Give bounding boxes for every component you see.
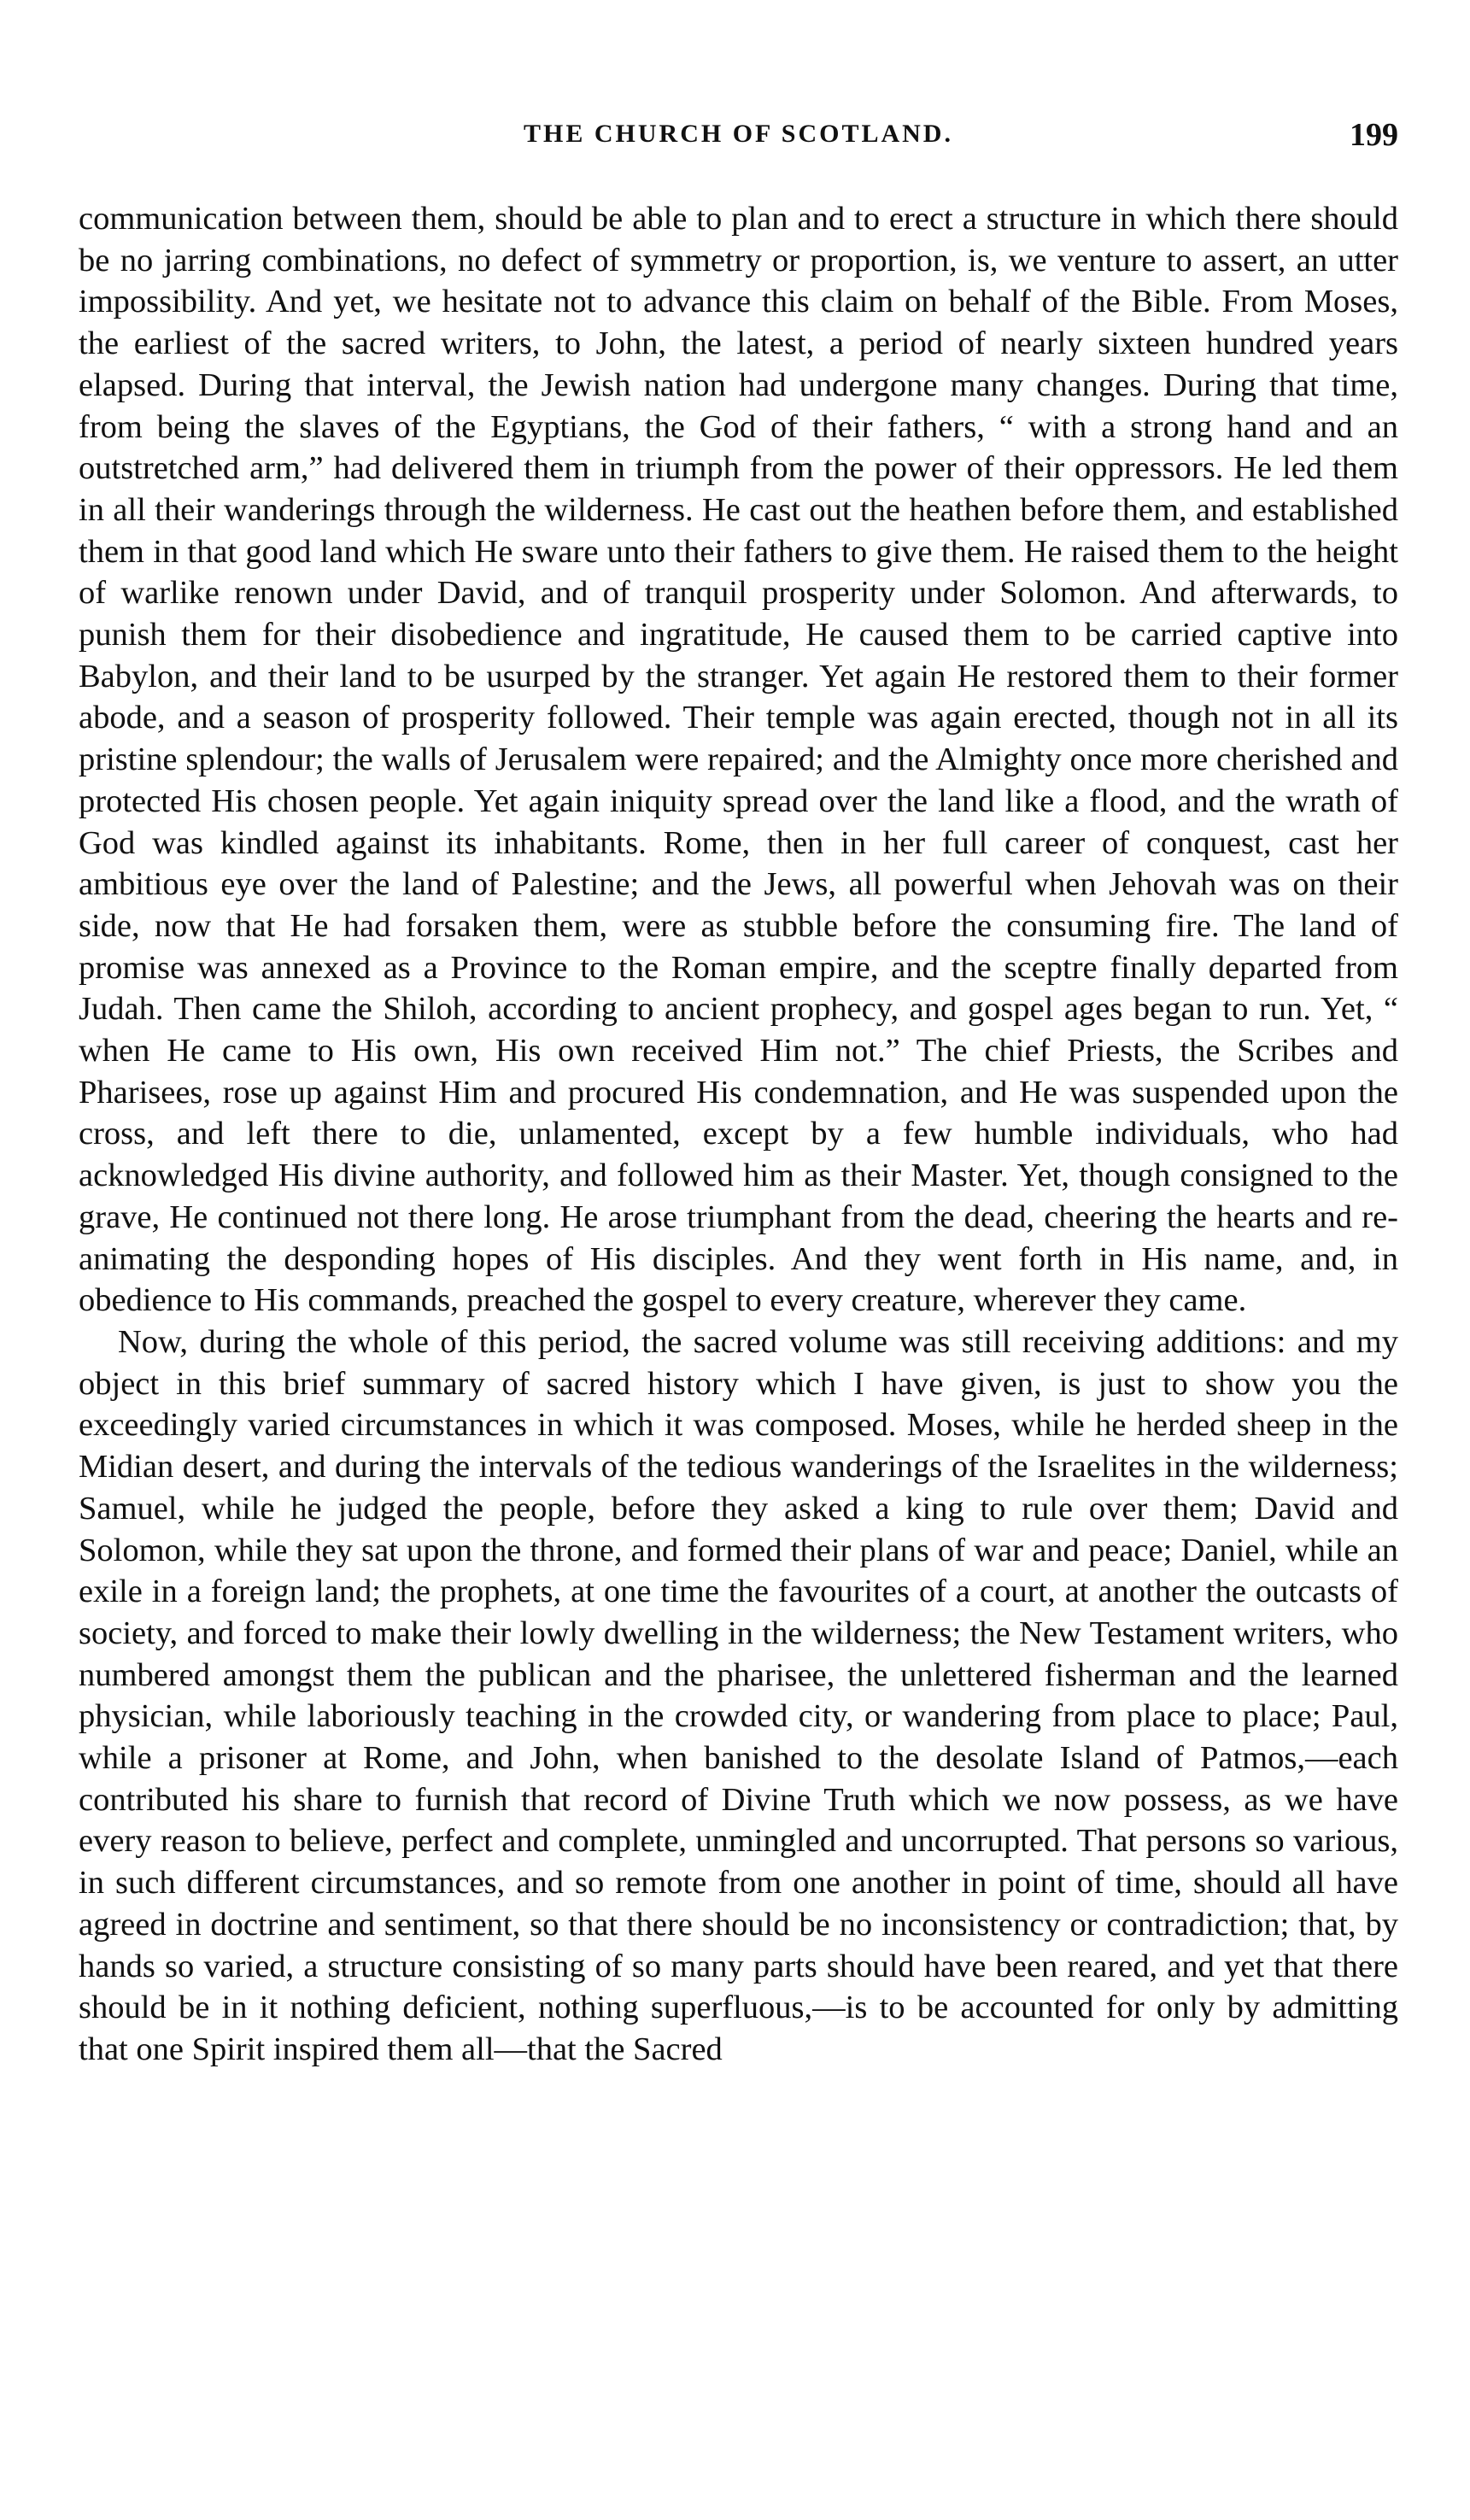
page-number: 199 <box>1350 117 1398 153</box>
running-head-title: THE CHURCH OF SCOTLAND. <box>524 120 953 148</box>
body-text <box>79 198 1398 2071</box>
paragraph-continued: communication between them, should be able to plan and to erect a structure in which there should be no jarring combinations, no defect of symmetry or proportion, is, we venture to assert, an utter impossibility. And yet, we hesitate not to advance this claim on behalf of the Bible. From Moses, the earliest of the sacred writers, to John, the latest, a period of nearly sixteen hundred years elapsed. During that interval, the Jewish nation had undergone many changes. During that time, from being the slaves of the Egyptians, the God of their fathers, “ with a strong hand and an outstretched arm,” had delivered them in triumph from the power of their oppressors. He led them in all their wanderings through the wilderness. He cast out the heathen before them, and established them in that good land which He sware unto their fathers to give them. He raised them to the height of warlike renown under David, and of tranquil prosperity under Solomon. And afterwards, to punish them for their disobedience and ingratitude, He caused them to be carried captive into Babylon, and their land to be usurped by the stranger. Yet again He restored them to their former abode, and a season of prosperity followed. Their temple was again erected, though not in all its pristine splendour; the walls of Jerusalem were repaired; and the Almighty once more cherished and protected His chosen people. Yet again iniquity spread over the land like a flood, and the wrath of God was kindled against its inhabitants. Rome, then in her full career of conquest, cast her ambitious eye over the land of Palestine; and the Jews, all powerful when Jehovah was on their side, now that He had forsaken them, were as stubble before the consuming fire. The land of promise was annexed as a Province to the Roman empire, and the sceptre finally departed from Judah. Then came the Shiloh, according to ancient prophecy, and gospel ages began to run. Yet, “ when He came to His own, His own received Him not.” The chief Priests, the Scribes and Pharisees, rose up against Him and procured His condemnation, and He was suspended upon the cross, and left there to die, unlamented, except by a few humble individuals, who had acknowledged His divine authority, and followed him as their Master. Yet, though consigned to the grave, He continued not there long. He arose triumphant from the dead, cheering the hearts and re-animating the desponding hopes of His disciples. And they went forth in His name, and, in obedience to His commands, preached the gospel to every creature, wherever they came. <box>79 201 1398 1319</box>
paragraph: Now, during the whole of this period, the sacred volume was still receiving additions: and my object in this brief summary of sacred history which I have given, is just to show you the exceedingly varied circumstances in which it was composed. Moses, while he herded sheep in the Midian desert, and during the intervals of the tedious wanderings of the Israelites in the wilderness; Samuel, while he judged the people, before they asked a king to rule over them; David and Solomon, while they sat upon the throne, and formed their plans of war and peace; Daniel, while an exile in a foreign land; the prophets, at one time the favourites of a court, at another the outcasts of society, and forced to make their lowly dwelling in the wilderness; the New Testament writers, who numbered amongst them the publican and the pharisee, the unlettered fisherman and the learned physician, while laboriously teaching in the crowded city, or wandering from place to place; Paul, while a prisoner at Rome, and John, when banished to the desolate Island of Patmos,—each contributed his share to furnish that record of Divine Truth which we now possess, as we have every reason to believe, perfect and complete, unmingled and uncorrupted. That persons so various, in such different circumstances, and so remote from one another in point of time, should all have agreed in doctrine and sentiment, so that there should be no inconsistency or contradiction; that, by hands so varied, a structure consisting of so many parts should have been reared, and yet that there should be in it nothing deficient, nothing superfluous,—is to be accounted for only by admitting that one Spirit inspired them all—that the Sacred <box>79 1323 1398 2067</box>
running-head <box>79 117 1398 164</box>
